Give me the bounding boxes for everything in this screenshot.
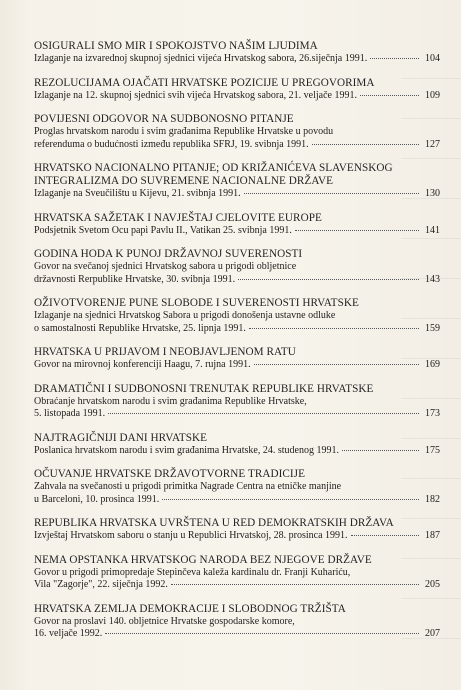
leader-dots: [342, 450, 419, 451]
toc-entry: [34, 603, 440, 641]
page-number: 130: [425, 188, 440, 199]
leader-dots: [295, 230, 419, 231]
leader-dots: [105, 633, 419, 634]
toc-entry: [34, 212, 440, 238]
entry-source-row[interactable]: [34, 90, 440, 103]
toc-entry: [34, 297, 440, 335]
toc-entry: [34, 162, 440, 201]
entry-title: GODINA HODA K PUNOJ DRŽAVNOJ SUVERENOSTI: [34, 248, 303, 260]
leader-dots: [351, 535, 419, 536]
leader-dots: [254, 364, 419, 365]
entry-description: Izlaganje na sjednici Hrvatskog Sabora u prigodi donošenja ustavne odluke: [34, 310, 336, 321]
leader-dots: [249, 328, 419, 329]
entry-source-row[interactable]: [34, 274, 440, 287]
page-number: 187: [425, 530, 440, 541]
page-number: 143: [425, 273, 440, 285]
leader-dots: [238, 279, 419, 280]
entry-source-row[interactable]: [34, 53, 440, 66]
entry-title-continued: INTEGRALIZMA DO SUVREMENE NACIONALNE DRŽAVE: [34, 175, 334, 187]
page-number: 207: [425, 628, 440, 639]
leader-dots: [171, 584, 419, 585]
leader-dots: [360, 95, 419, 96]
toc-entry: [34, 517, 440, 543]
leader-dots: [108, 413, 419, 414]
entry-source: Vila "Zagorje", 22. siječnja 1992.: [34, 579, 168, 590]
toc-entry: [34, 383, 440, 421]
entry-source-row[interactable]: [34, 628, 440, 641]
entry-source: Poslanica hrvatskom narodu i svim građanima Hrvatske, 24. studenog 1991.: [34, 444, 339, 456]
toc-entry: [34, 113, 440, 151]
entry-title: HRVATSKA ZEMLJA DEMOKRACIJE I SLOBODNOG TRŽIŠTA: [34, 602, 346, 615]
leader-dots: [370, 58, 419, 59]
entry-source: Izlaganje na izvarednoj skupnoj sjednici vijeća Hrvatskog sabora, 26.siječnja 1991.: [34, 53, 368, 64]
entry-source-row[interactable]: [34, 445, 440, 458]
entry-source: o samostalnosti Republike Hrvatske, 25. lipnja 1991.: [34, 322, 246, 334]
page-number: 182: [425, 493, 440, 505]
entry-title: REPUBLIKA HRVATSKA UVRŠTENA U RED DEMOKRATSKIH DRŽAVA: [34, 517, 394, 529]
entry-title: HRVATSKA U PRIJAVOM I NEOBJAVLJENOM RATU: [34, 346, 296, 358]
entry-source: Govor na mirovnoj konferenciji Haagu, 7. rujna 1991.: [34, 359, 251, 370]
entry-title: REZOLUCIJAMA OJAČATI HRVATSKE POZICIJE U PREGOVORIMA: [34, 76, 375, 89]
entry-title: HRVATSKA SAŽETAK I NAVJEŠTAJ CJELOVITE EUROPE: [34, 211, 322, 224]
toc-entry: [34, 40, 440, 66]
entry-source: referenduma o budućnosti između republika SFRJ, 19. svibnja 1991.: [34, 138, 309, 150]
entry-title: OŽIVOTVORENJE PUNE SLOBODE I SUVERENOSTI HRVATSKE: [34, 297, 359, 309]
leader-dots: [244, 193, 419, 194]
entry-title: OČUVANJE HRVATSKE DRŽAVOTVORNE TRADICIJE: [34, 468, 305, 480]
entry-description: Govor na proslavi 140. obljetnice Hrvatske gospodarske komore,: [34, 615, 295, 627]
table-of-contents: [34, 40, 440, 641]
page-number: 159: [425, 322, 440, 334]
entry-description: Proglas hrvatskom narodu i svim građanima Republike Hrvatske u povodu: [34, 126, 334, 137]
toc-entry: [34, 432, 440, 458]
toc-entry: [34, 77, 440, 103]
entry-title: DRAMATIČNI I SUDBONOSNI TRENUTAK REPUBLIKE HRVATSKE: [34, 382, 374, 395]
entry-source-row[interactable]: [34, 188, 440, 201]
page-number: 127: [425, 138, 440, 150]
page-number: 104: [425, 53, 440, 64]
entry-source-row[interactable]: [34, 225, 440, 238]
toc-entry: [34, 554, 440, 592]
entry-title: NEMA OPSTANKA HRVATSKOG NARODA BEZ NJEGOVE DRŽAVE: [34, 553, 372, 566]
toc-entry: [34, 346, 440, 372]
entry-source: Izvještaj Hrvatskom saboru o stanju u Republici Hrvatskoj, 28. prosinca 1991.: [34, 530, 348, 541]
entry-source-row[interactable]: [34, 359, 440, 372]
entry-source-row[interactable]: [34, 494, 440, 507]
entry-title: OSIGURALI SMO MIR I SPOKOJSTVO NAŠIM LJUDIMA: [34, 40, 318, 52]
entry-title: POVIJESNI ODGOVOR NA SUDBONOSNO PITANJE: [34, 113, 294, 125]
page-number: 169: [425, 359, 440, 370]
entry-source: 16. veljače 1992.: [34, 628, 103, 639]
entry-source-row[interactable]: [34, 530, 440, 543]
page-number: 175: [425, 444, 440, 456]
entry-source-row[interactable]: [34, 139, 440, 152]
entry-source-row[interactable]: [34, 579, 440, 592]
entry-description: Zahvala na svečanosti u prigodi primitka Nagrade Centra na etničke manjine: [34, 481, 342, 492]
entry-description: Govor na svečanoj sjednici Hrvatskog sabora u prigodi obljetnice: [34, 261, 297, 272]
entry-source-row[interactable]: [34, 323, 440, 336]
entry-title: HRVATSKO NACIONALNO PITANJE; OD KRIŽANIĆEVA SLAVENSKOG: [34, 162, 393, 174]
toc-entry: [34, 468, 440, 506]
entry-source: 5. listopada 1991.: [34, 408, 106, 419]
page-number: 173: [425, 408, 440, 419]
entry-description: Obraćanje hrvatskom narodu i svim građanima Republike Hrvatske,: [34, 395, 307, 407]
toc-entry: [34, 248, 440, 286]
entry-source: u Barceloni, 10. prosinca 1991.: [34, 493, 160, 505]
entry-source: Podsjetnik Svetom Ocu papi Pavlu II., Vatikan 25. svibnja 1991.: [34, 224, 292, 236]
entry-source: Izlaganje na Sveučilištu u Kijevu, 21. svibnja 1991.: [34, 188, 241, 199]
entry-source: državnosti Rerpublike Hrvatske, 30. svibnja 1991.: [34, 273, 236, 285]
entry-title: NAJTRAGIČNIJI DANI HRVATSKE: [34, 431, 208, 444]
page-number: 109: [425, 89, 440, 101]
entry-source-row[interactable]: [34, 408, 440, 421]
leader-dots: [312, 144, 419, 145]
entry-description: Govor u prigodi primopredaje Stepinčeva kaleža kardinalu dr. Franji Kuhariću,: [34, 566, 351, 578]
page-number: 205: [425, 579, 440, 590]
entry-source: Izlaganje na 12. skupnoj sjednici svih vijeća Hrvatskog sabora, 21. veljače 1991.: [34, 89, 357, 101]
page-number: 141: [425, 224, 440, 236]
leader-dots: [162, 499, 419, 500]
